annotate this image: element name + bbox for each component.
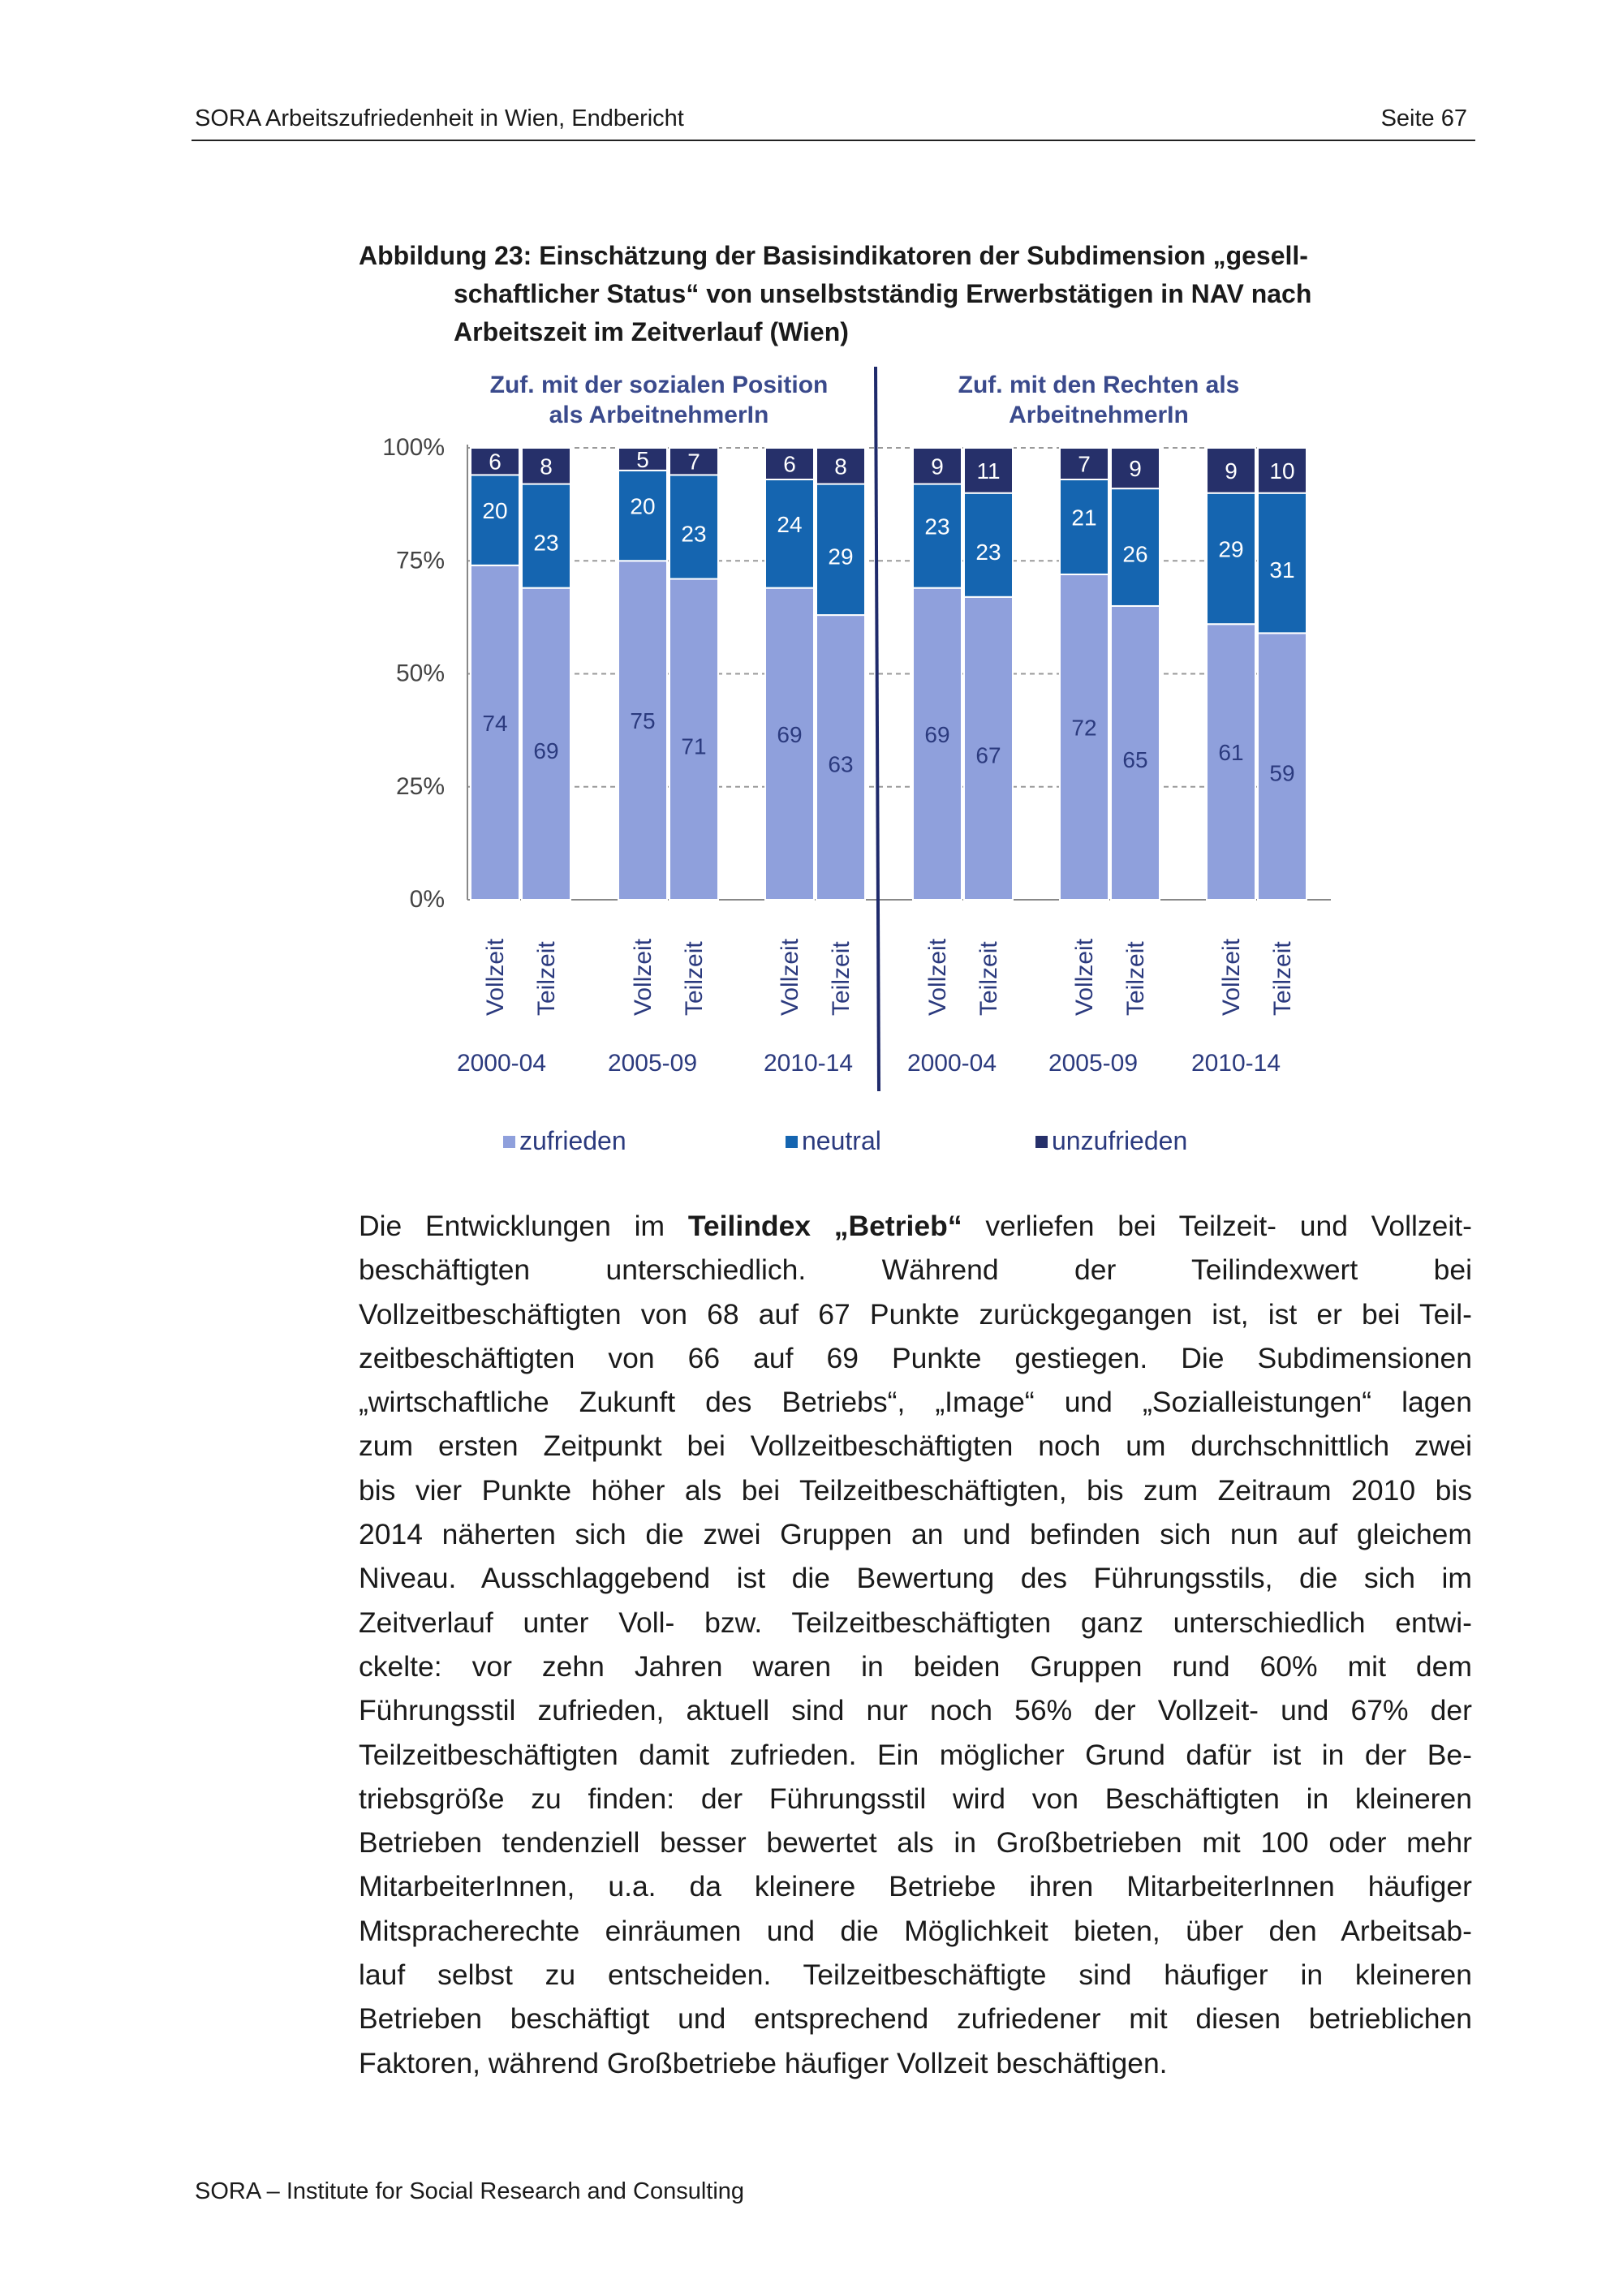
page-footer: SORA – Institute for Social Research and Consulting: [195, 2178, 745, 2204]
paragraph-line: triebsgröße zu finden: der Führungsstil wird von Beschäftigten in kleineren: [359, 1782, 1472, 1815]
x-category-label: Vollzeit: [482, 938, 509, 1016]
paragraph-line: Führungsstil zufrieden, aktuell sind nur noch 56% der Vollzeit- und 67% der: [359, 1694, 1472, 1727]
legend-swatch-neutral: [786, 1136, 798, 1148]
paragraph-line: Zeitverlauf unter Voll- bzw. Teilzeitbeschäftigten ganz unterschiedlich entwi-: [359, 1606, 1472, 1639]
data-label-zufrieden: 75: [630, 708, 656, 734]
period-label: 2000-04: [456, 1050, 547, 1077]
caption-line-2: schaftlicher Status“ von unselbstständig Erwerbstätigen in NAV nach: [454, 279, 1312, 308]
period-label: 2010-14: [763, 1050, 854, 1077]
y-tick-label: 75%: [395, 547, 445, 574]
data-label-unzufrieden: 7: [687, 449, 700, 475]
paragraph-line: 2014 näherten sich die zwei Gruppen an und befinden sich nun auf gleichem: [359, 1518, 1472, 1551]
stacked-bar-chart: [357, 357, 1331, 1168]
paragraph-line: Niveau. Ausschlaggebend ist die Bewertung des Führungsstils, die sich im: [359, 1562, 1472, 1595]
x-category-label: Teilzeit: [681, 941, 708, 1016]
data-label-zufrieden: 67: [975, 742, 1001, 768]
period-label: 2010-14: [1190, 1050, 1281, 1077]
data-label-zufrieden: 74: [482, 710, 508, 736]
x-category-label: Teilzeit: [975, 941, 1002, 1016]
data-label-zufrieden: 71: [681, 733, 707, 759]
paragraph-line: Mitspracherechte einräumen und die Möglichkeit bieten, über den Arbeitsab-: [359, 1914, 1472, 1947]
paragraph-line: lauf selbst zu entscheiden. Teilzeitbeschäftigte sind häufiger in kleineren: [359, 1958, 1472, 1992]
data-label-unzufrieden: 5: [636, 446, 649, 472]
data-label-zufrieden: 61: [1218, 740, 1244, 766]
paragraph-line: zum ersten Zeitpunkt bei Vollzeitbeschäftigten noch um durchschnittlich zwei: [359, 1430, 1472, 1463]
data-label-neutral: 23: [924, 514, 950, 540]
paragraph-line: Betrieben beschäftigt und entsprechend zufriedener mit diesen betrieblichen: [359, 2002, 1472, 2036]
data-label-zufrieden: 63: [828, 751, 854, 777]
x-category-label: Vollzeit: [924, 938, 951, 1016]
group-divider: [876, 367, 879, 1091]
data-label-unzufrieden: 11: [976, 458, 1001, 484]
data-label-neutral: 29: [1218, 536, 1244, 562]
data-label-neutral: 21: [1071, 505, 1097, 531]
group-title: ArbeitnehmerIn: [1009, 402, 1189, 428]
paragraph-line: MitarbeiterInnen, u.a. da kleinere Betriebe ihren MitarbeiterInnen häufiger: [359, 1870, 1472, 1903]
figure-label: Abbildung 23:: [359, 241, 532, 270]
paragraph-line: Die Entwicklungen im Teilindex „Betrieb“ verliefen bei Teilzeit- und Vollzeit-: [359, 1210, 1472, 1242]
data-label-neutral: 29: [828, 544, 854, 570]
data-label-neutral: 20: [630, 493, 656, 519]
y-tick-label: 0%: [409, 886, 445, 913]
data-label-unzufrieden: 10: [1269, 458, 1295, 484]
figure-caption: [359, 237, 1438, 351]
group-title: Zuf. mit den Rechten als: [958, 372, 1240, 398]
data-label-neutral: 20: [482, 498, 508, 524]
data-label-zufrieden: 69: [777, 721, 803, 747]
paragraph-line: ckelte: vor zehn Jahren waren in beiden Gruppen rund 60% mit dem: [359, 1649, 1472, 1683]
page-number: Seite 67: [1380, 105, 1467, 131]
body-paragraph: [359, 1204, 1472, 2085]
caption-line-1: Abbildung 23: Einschätzung der Basisindikatoren der Subdimension „gesell-: [359, 241, 1308, 270]
x-category-label: Teilzeit: [1269, 941, 1296, 1016]
x-category-label: Vollzeit: [1071, 938, 1098, 1016]
paragraph-line: Faktoren, während Großbetriebe häufiger Vollzeit beschäftigen.: [359, 2046, 1168, 2079]
data-label-unzufrieden: 9: [931, 454, 944, 479]
report-title: SORA Arbeitszufriedenheit in Wien, Endbericht: [195, 105, 684, 131]
legend-label-neutral: neutral: [802, 1126, 881, 1155]
paragraph-line: zeitbeschäftigten von 66 auf 69 Punkte gestiegen. Die Subdimensionen: [359, 1341, 1472, 1374]
legend-swatch-unzufrieden: [1035, 1136, 1048, 1148]
x-category-label: Vollzeit: [777, 938, 803, 1016]
data-label-neutral: 23: [533, 530, 559, 556]
paragraph-line: beschäftigten unterschiedlich. Während der Teilindexwert bei: [359, 1253, 1472, 1287]
legend-swatch-zufrieden: [503, 1136, 515, 1148]
data-label-zufrieden: 72: [1071, 715, 1097, 741]
paragraph-line: Teilzeitbeschäftigten damit zufrieden. Ein möglicher Grund dafür ist in der Be-: [359, 1738, 1472, 1771]
group-title: als ArbeitnehmerIn: [549, 402, 769, 428]
data-label-zufrieden: 59: [1269, 760, 1295, 786]
paragraph-line: bis vier Punkte höher als bei Teilzeitbeschäftigten, bis zum Zeitraum 2010 bis: [359, 1473, 1472, 1507]
legend-label-unzufrieden: unzufrieden: [1052, 1126, 1188, 1155]
data-label-unzufrieden: 6: [783, 451, 796, 477]
group-title: Zuf. mit der sozialen Position: [489, 372, 829, 398]
data-label-unzufrieden: 9: [1129, 456, 1142, 482]
paragraph-line: „wirtschaftliche Zukunft des Betriebs“, „Image“ und „Sozialleistungen“ lagen: [359, 1386, 1472, 1419]
legend-label-zufrieden: zufrieden: [519, 1126, 626, 1155]
data-label-unzufrieden: 9: [1225, 458, 1238, 484]
period-label: 2000-04: [906, 1050, 997, 1077]
y-tick-label: 50%: [395, 660, 445, 687]
x-category-label: Vollzeit: [1218, 938, 1245, 1016]
y-tick-label: 100%: [382, 434, 445, 461]
paragraph-line: Betrieben tendenziell besser bewertet als in Großbetrieben mit 100 oder mehr: [359, 1826, 1472, 1860]
data-label-neutral: 24: [777, 511, 803, 537]
data-label-unzufrieden: 6: [489, 449, 502, 475]
period-label: 2005-09: [607, 1050, 698, 1077]
data-label-neutral: 23: [975, 539, 1001, 565]
data-label-unzufrieden: 8: [834, 454, 847, 479]
data-label-neutral: 23: [681, 521, 707, 547]
data-label-neutral: 26: [1122, 541, 1148, 567]
data-label-unzufrieden: 7: [1078, 451, 1091, 477]
period-label: 2005-09: [1048, 1050, 1139, 1077]
data-label-unzufrieden: 8: [540, 454, 553, 479]
page-header: [192, 104, 1475, 141]
x-category-label: Teilzeit: [1122, 941, 1149, 1016]
paragraph-line: Vollzeitbeschäftigten von 68 auf 67 Punkte zurückgegangen ist, ist er bei Teil-: [359, 1297, 1472, 1331]
y-tick-label: 25%: [395, 772, 445, 800]
data-label-zufrieden: 65: [1122, 746, 1148, 772]
data-label-zufrieden: 69: [533, 737, 559, 763]
x-category-label: Teilzeit: [828, 941, 855, 1016]
x-category-label: Vollzeit: [630, 938, 657, 1016]
caption-line-3: Arbeitszeit im Zeitverlauf (Wien): [454, 317, 849, 346]
x-category-label: Teilzeit: [533, 941, 560, 1016]
data-label-zufrieden: 69: [924, 721, 950, 747]
data-label-neutral: 31: [1269, 557, 1295, 583]
